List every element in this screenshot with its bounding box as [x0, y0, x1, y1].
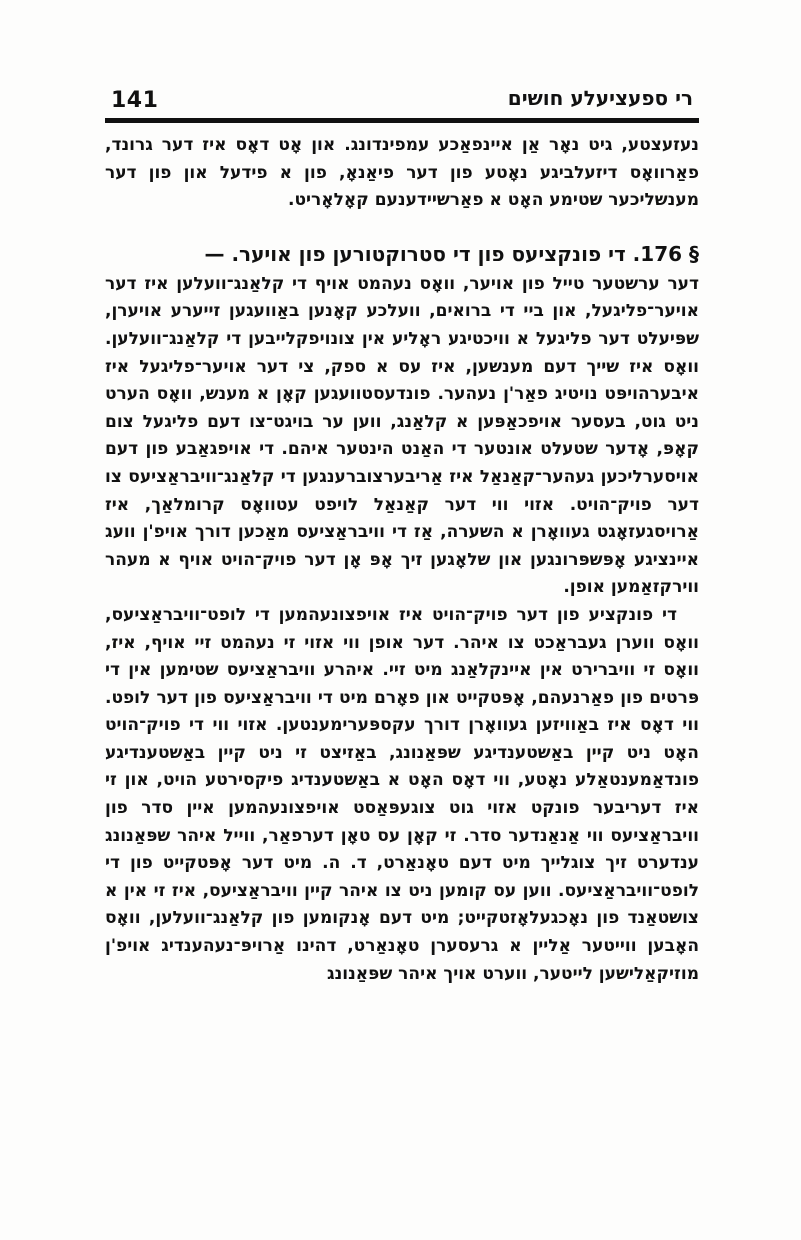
paragraph-1: נעזעצטע, גיט נאָר אַן איינפאַכע עמפינדונג. און אָט דאָס איז דער גרונד, פאַרוואָס דיזעלביגע נאָטע פון דער פיאַנאָ, פון א פידעל און פון דער מענשליכער שטימע האָט א פאַרשיידענעם קאָלאָריט.: [105, 135, 699, 211]
body-text: [105, 132, 699, 988]
section-heading: § 176. די פונקציעס פון די סטרוקטורען פון אויער. —: [204, 241, 699, 266]
page-header: [105, 84, 699, 118]
paragraph-2: [105, 239, 699, 602]
page-number: 141: [111, 88, 159, 113]
paragraph-2-body: דער ערשטער טייל פון אויער, וואָס נעהמט אויף די קלאַנג־וועלען איז דער אויער־פליגעל, און ביי די ברואים, וועלכע קאָנען באַוועגען זייערע אויערן, שפּיעלט דער פליגעל א וויכטיגע ראָליע אין צונויפקלייבען די קלאַנג־וועלען. וואָס איז שייך דעם מענשען, איז עס א ספק, צי דער אויער־פליגעל איז איבערהויפּט נויטיג פאַר'ן נעהער. פונדעסטוועגען קאָן א מענש, וואָס הערט ניט גוט, בעסער אויפכאַפּען א קלאַנג, ווען ער בויגט־צו דעם פליגעל צום קאָפּ, אָדער שטעלט אונטער די האַנט הינטער איהם. די אויפגאַבע פון דעם אויסערליכען געהער־קאַנאַל איז אַריבערצוברענגען די קלאַנג־וויבראַציעס צו דער פויק־הויט. אזוי ווי דער קאַנאַל לויפט עטוואָס קרומלאַך, איז אַרויסגעזאָגט געוואָרן א השערה, אַז די וויבראַציעס מאַכען דורך אויפ'ן וועג איינציגע אָפּשפּרונגען און שלאָגען זיך אָפּ אָן דער פויק־הויט אויף א מעהר ווירקזאַמען אופן.: [105, 273, 699, 598]
header-rule: [105, 118, 699, 123]
running-title: רי ספעציעלע חושים: [507, 86, 693, 110]
paragraph-3: די פונקציע פון דער פויק־הויט איז אויפצונעהמען די לופט־וויבראַציעס, וואָס ווערן געבראַכט צו איהר. דער אופן ווי אזוי זי נעהמט זיי אויף, איז, וואָס זי וויברירט אין איינקלאַנג מיט זיי. איהרע וויבראַציעס שטימען אין די פּרטים פון פאַרנעהם, אָפּטקייט און פאָרם מיט די וויבראַציעס פון דער לופט. ווי דאָס איז באַוויזען געוואָרן דורך עקספּערימענטען. אזוי ווי די פויק־הויט האָט ניט קיין באַשטענדיגע שפּאַנונג, באַזיצט זי ניט קיין באַשטענדיגע פונדאַמענטאַלע נאָטע, ווי דאָס האָט א באַשטענדיג פיקסירטע הויט, און זי איז דעריבער פונקט אזוי גוט צוגעפּאַסט אויפצונעהמען איין סדר פון וויבראַציעס ווי אַנאַנדער סדר. זי קאָן עס טאָן דערפאַר, ווייל איהר שפּאַנונג ענדערט זיך צוגלייך מיט דעם טאָנאַרט, ד. ה. מיט דער אָפּטקייט פון די לופט־וויבראַציעס. ווען עס קומען ניט צו איהר קיין וויבראַציעס, איז זי אין א צושטאַנד פון נאָכגעלאָזטקייט; מיט דעם אָנקומען פון קלאַנג־וועלען, וואָס האָבען ווייטער אַליין א גרעסערן טאָנאַרט, דהינו אַרויפּ־נעהענדיג אויפ'ן מוזיקאַלישען לייטער, ווערט אויך איהר שפּאַנונג: [105, 604, 699, 984]
